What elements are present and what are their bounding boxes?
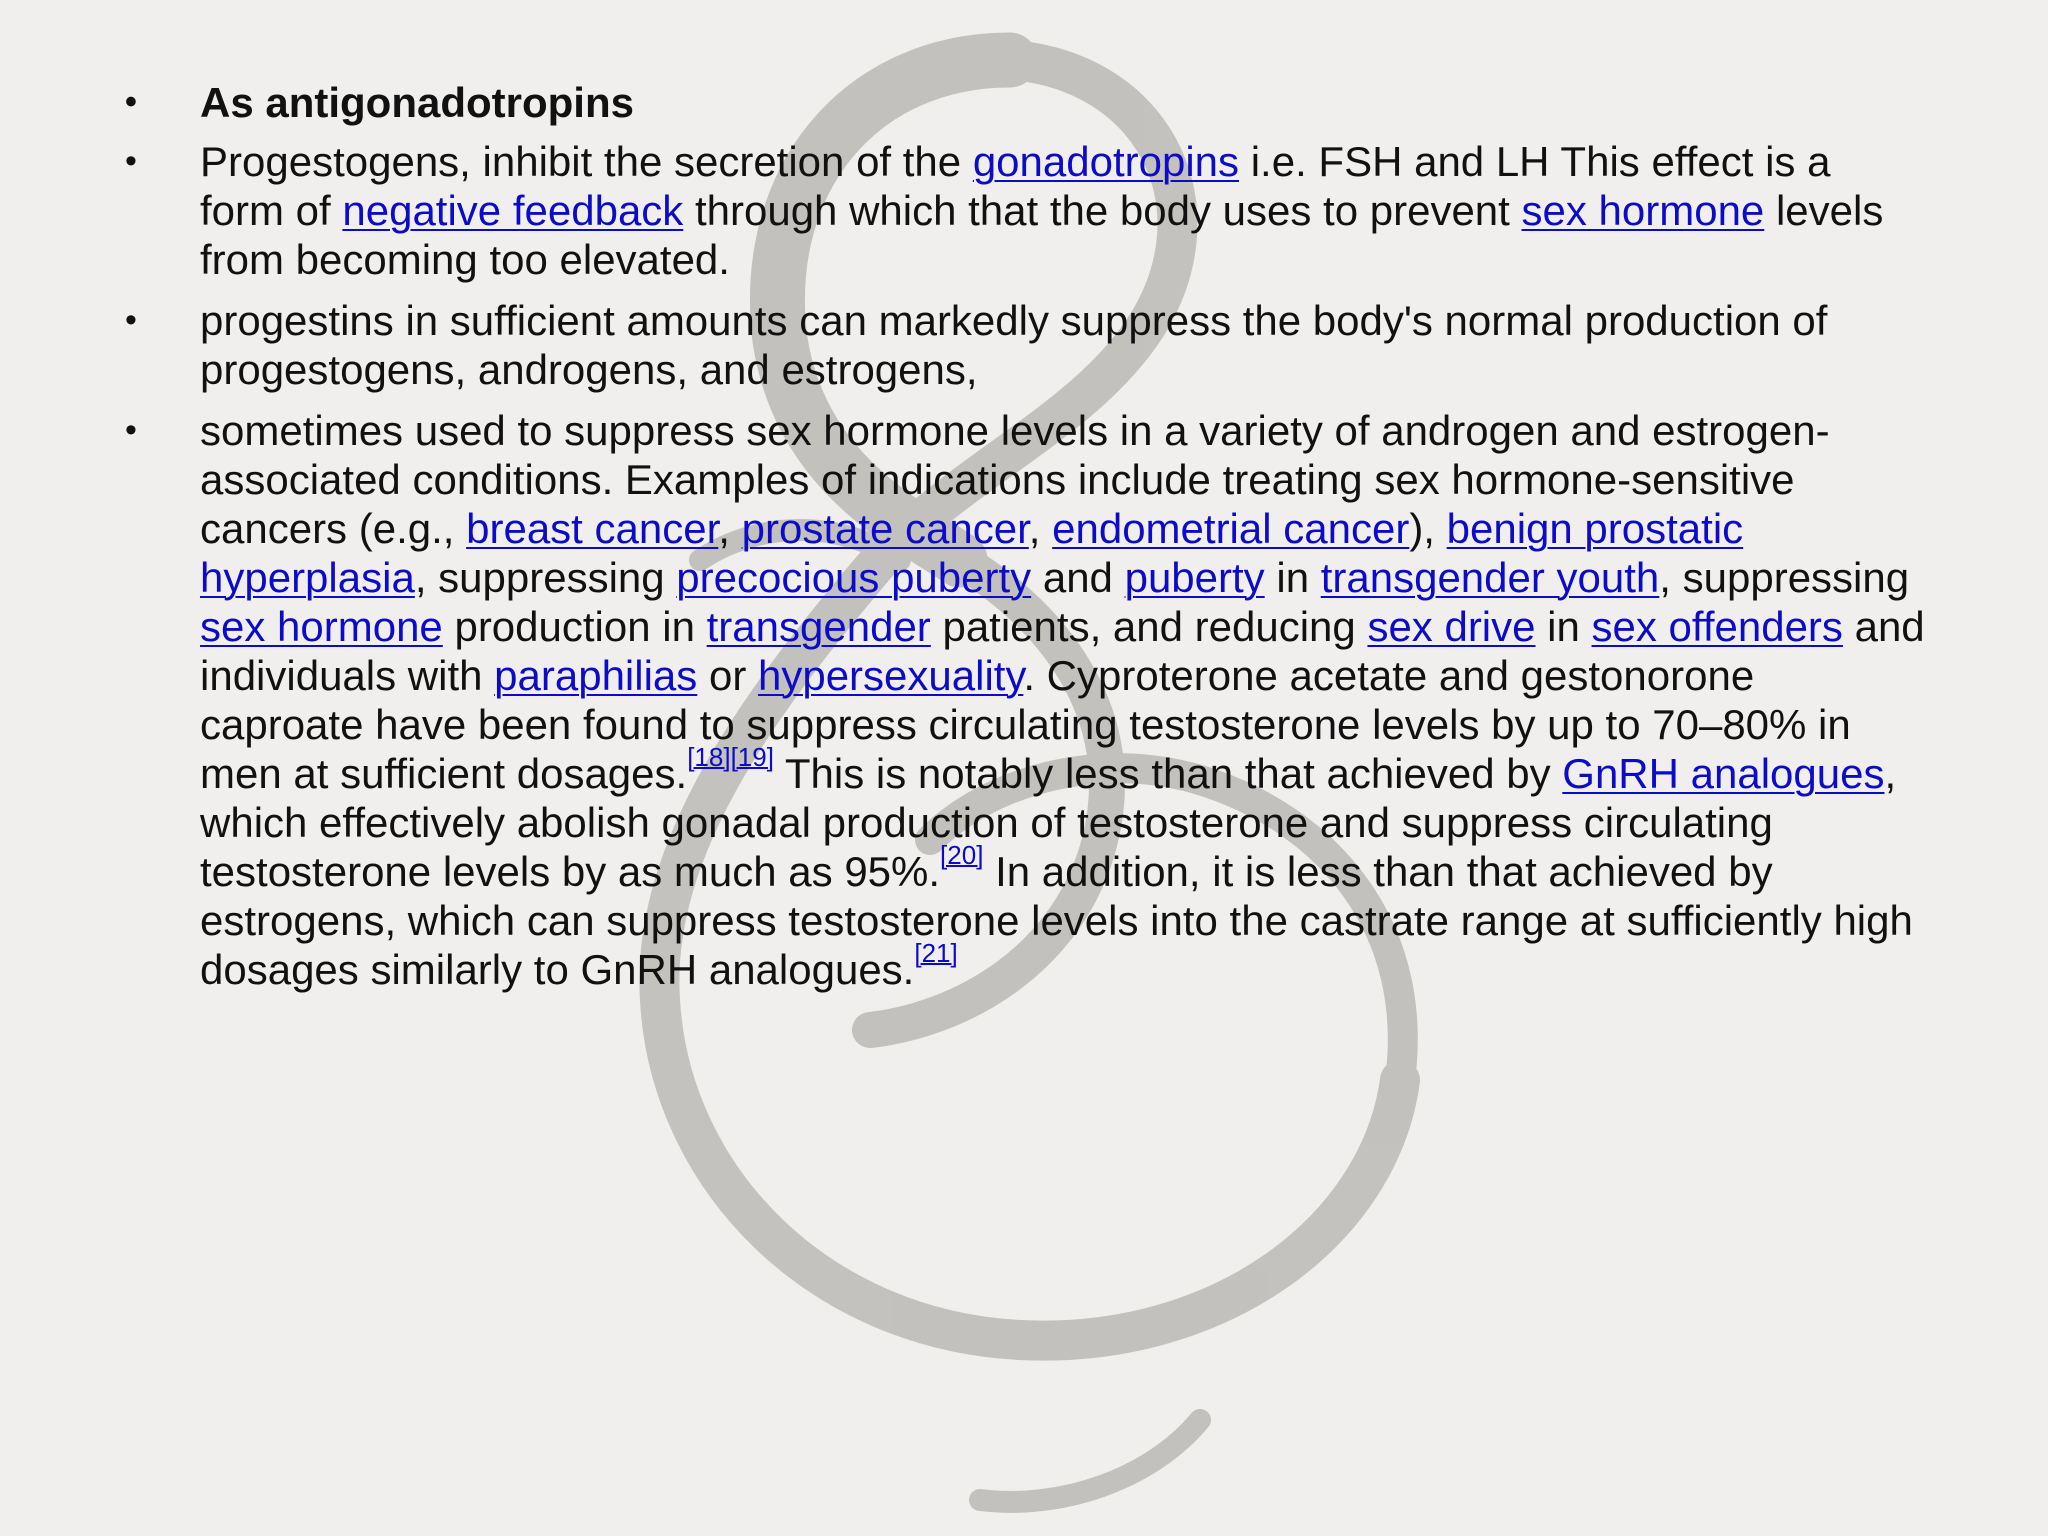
text: ), — [1409, 505, 1447, 552]
bullet-icon: • — [125, 83, 137, 121]
bullet-negative-feedback — [125, 137, 1925, 284]
link-sex-hormone[interactable]: sex hormone — [200, 603, 443, 650]
link-hypersexuality[interactable]: hypersexuality — [757, 652, 1024, 699]
citation-ref — [687, 742, 774, 772]
text: in — [1264, 554, 1321, 601]
bullet-icon: • — [125, 142, 137, 180]
link-precocious-puberty[interactable]: precocious puberty — [676, 554, 1032, 601]
link-paraphilias[interactable]: paraphilias — [494, 652, 698, 699]
text: , which effectively abolish gonadal production of testosterone and suppress circulating testosterone levels by as much as 95%. — [200, 750, 1897, 895]
text: This is notably less than that achieved by — [773, 750, 1563, 797]
bullet-list — [125, 78, 1925, 994]
link-prostate-cancer[interactable]: prostate cancer — [741, 505, 1029, 552]
bullet-indications — [125, 406, 1925, 994]
text: sometimes used to suppress sex hormone levels in a variety of androgen and estrogen-associated conditions. Examples of indications include treating sex hormone-sensitive cancers (e.g., — [200, 407, 1830, 552]
text: patients, and reducing — [930, 603, 1368, 650]
text: or — [697, 652, 758, 699]
citation-link-21[interactable]: [21] — [914, 938, 958, 968]
link-benign-prostatic-hyperplasia[interactable]: benign prostatic hyperplasia — [200, 505, 1744, 601]
text: levels from becoming too elevated. — [200, 187, 1884, 283]
text: through which that the body uses to prevent — [683, 187, 1522, 234]
text: , suppressing — [1659, 554, 1910, 601]
link-sex-offenders[interactable]: sex offenders — [1591, 603, 1843, 650]
citation-ref — [940, 840, 983, 870]
link-puberty[interactable]: puberty — [1124, 554, 1265, 601]
text: , — [718, 505, 742, 552]
link-breast-cancer[interactable]: breast cancer — [466, 505, 719, 552]
text: and individuals with — [200, 603, 1925, 699]
text: . Cyproterone acetate and gestonorone caproate have been found to suppress circulating testosterone levels by up to 70–80% in men at sufficient dosages. — [200, 652, 1851, 797]
bullet-progestins — [125, 296, 1925, 394]
text: , suppressing — [414, 554, 677, 601]
citation-link-19[interactable]: [19] — [730, 742, 774, 772]
citation-ref — [914, 938, 957, 968]
text: and — [1031, 554, 1125, 601]
text: production in — [442, 603, 707, 650]
bullet-icon: • — [125, 301, 137, 339]
text: i.e. FSH and LH This effect is a form of — [200, 138, 1831, 234]
link-negative-feedback[interactable]: negative feedback — [342, 187, 684, 234]
link-transgender-youth[interactable]: transgender youth — [1320, 554, 1660, 601]
bullet-heading — [125, 78, 1925, 127]
link-endometrial-cancer[interactable]: endometrial cancer — [1052, 505, 1410, 552]
text: In addition, it is less than that achieved by estrogens, which can suppress testosterone levels into the castrate range at sufficiently high dosages similarly to GnRH analogues. — [200, 848, 1913, 993]
text: in — [1535, 603, 1592, 650]
link-sex-drive[interactable]: sex drive — [1367, 603, 1536, 650]
bullet-icon: • — [125, 411, 137, 449]
text: , — [1028, 505, 1053, 552]
slide-content — [125, 78, 1925, 1006]
link-gonadotropins[interactable]: gonadotropins — [972, 138, 1240, 185]
heading-text: As antigonadotropins — [200, 79, 634, 126]
link-transgender[interactable]: transgender — [706, 603, 931, 650]
text: progestins in sufficient amounts can markedly suppress the body's normal production of progestogens, androgens, and estrogens, — [200, 297, 1828, 393]
citation-link-20[interactable]: [20] — [940, 840, 984, 870]
link-sex-hormone[interactable]: sex hormone — [1521, 187, 1765, 234]
citation-link-18[interactable]: [18] — [687, 742, 731, 772]
link-gnrh-analogues[interactable]: GnRH analogues — [1562, 750, 1885, 797]
text: Progestogens, inhibit the secretion of the — [200, 138, 973, 185]
